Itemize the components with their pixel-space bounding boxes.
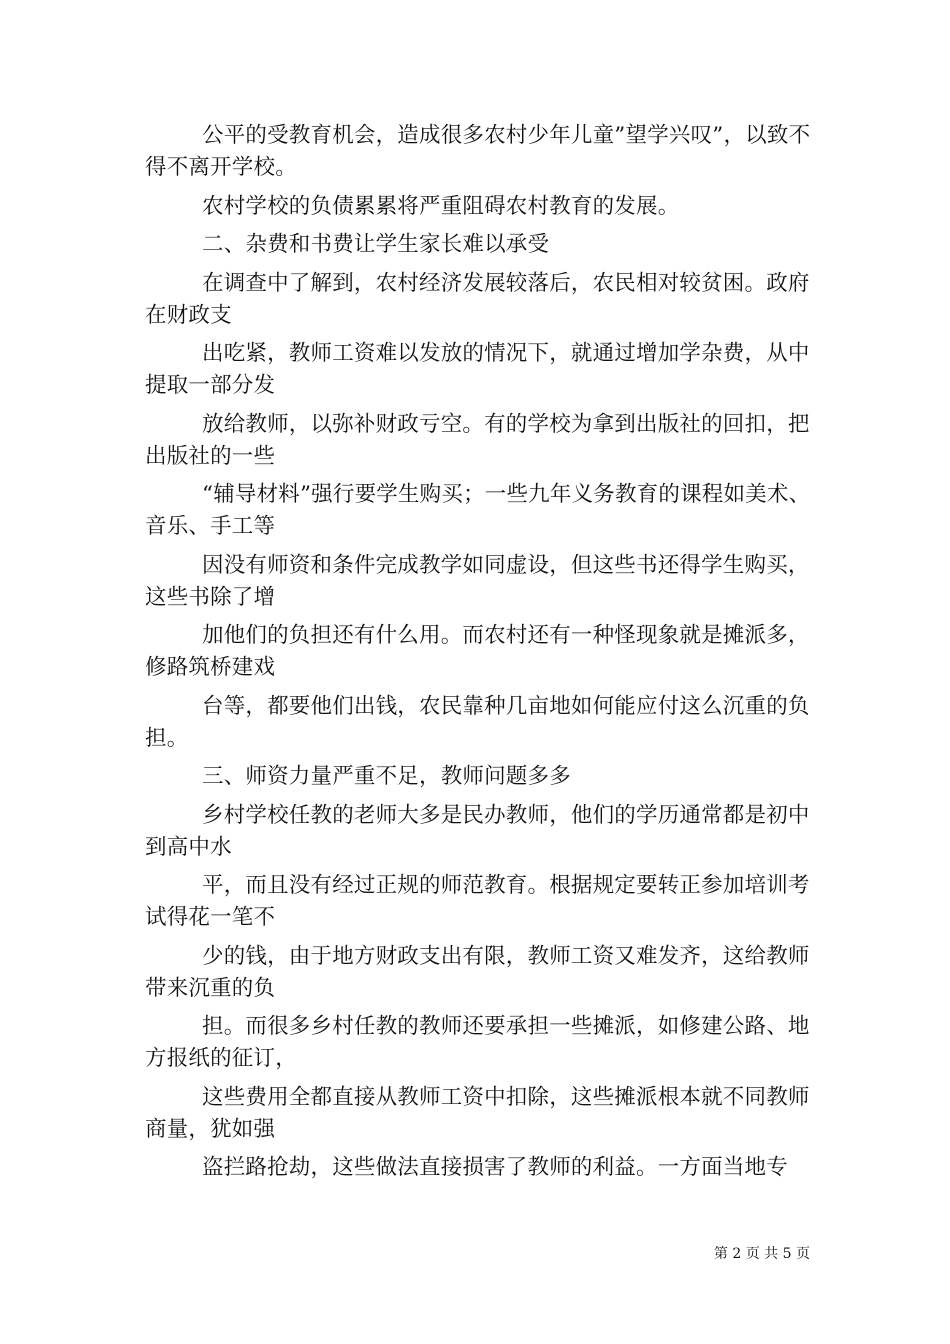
paragraph: 因没有师资和条件完成教学如同虚设，但这些书还得学生购买，这些书除了增 [145, 552, 810, 610]
paragraph: 担。而很多乡村任教的教师还要承担一些摊派，如修建公路、地方报纸的征订， [145, 1014, 810, 1071]
paragraph: 公平的受教育机会，造成很多农村少年儿童”望学兴叹”，以致不得不离开学校。 [145, 123, 811, 180]
paragraph: “辅导材料”强行要学生购买；一些九年义务教育的课程如美术、音乐、手工等 [145, 482, 811, 539]
paragraph: 少的钱，由于地方财政支出有限，教师工资又难发齐，这给教师带来沉重的负 [145, 943, 810, 1001]
document-body [145, 120, 815, 1191]
paragraph: 出吃紧，教师工资难以发放的情况下，就通过增加学杂费，从中提取一部分发 [145, 341, 810, 398]
paragraph: 放给教师，以弥补财政亏空。有的学校为拿到出版社的回扣，把出版社的一些 [145, 411, 810, 469]
section-heading: 三、师资力量严重不足，教师问题多多 [202, 764, 571, 789]
paragraph: 台等，都要他们出钱，农民靠种几亩地如何能应付这么沉重的负担。 [145, 693, 810, 751]
paragraph: 乡村学校任教的老师大多是民办教师，他们的学历通常都是初中到高中水 [145, 802, 810, 860]
paragraph: 平，而且没有经过正规的师范教育。根据规定要转正参加培训考试得花一笔不 [145, 873, 810, 930]
paragraph: 这些费用全都直接从教师工资中扣除，这些摊派根本就不同教师商量，犹如强 [145, 1084, 810, 1142]
paragraph: 盗拦路抢劫，这些做法直接损害了教师的利益。一方面当地专 [202, 1155, 788, 1180]
paragraph: 农村学校的负债累累将严重阻碍农村教育的发展。 [202, 193, 680, 219]
section-heading: 二、杂费和书费让学生家长难以承受 [202, 232, 550, 257]
paragraph: 加他们的负担还有什么用。而农村还有一种怪现象就是摊派多，修路筑桥建戏 [145, 623, 810, 680]
page-number: 第 2 页 共 5 页 [713, 1246, 810, 1262]
paragraph: 在调查中了解到，农村经济发展较落后，农民相对较贫困。政府在财政支 [145, 270, 810, 328]
